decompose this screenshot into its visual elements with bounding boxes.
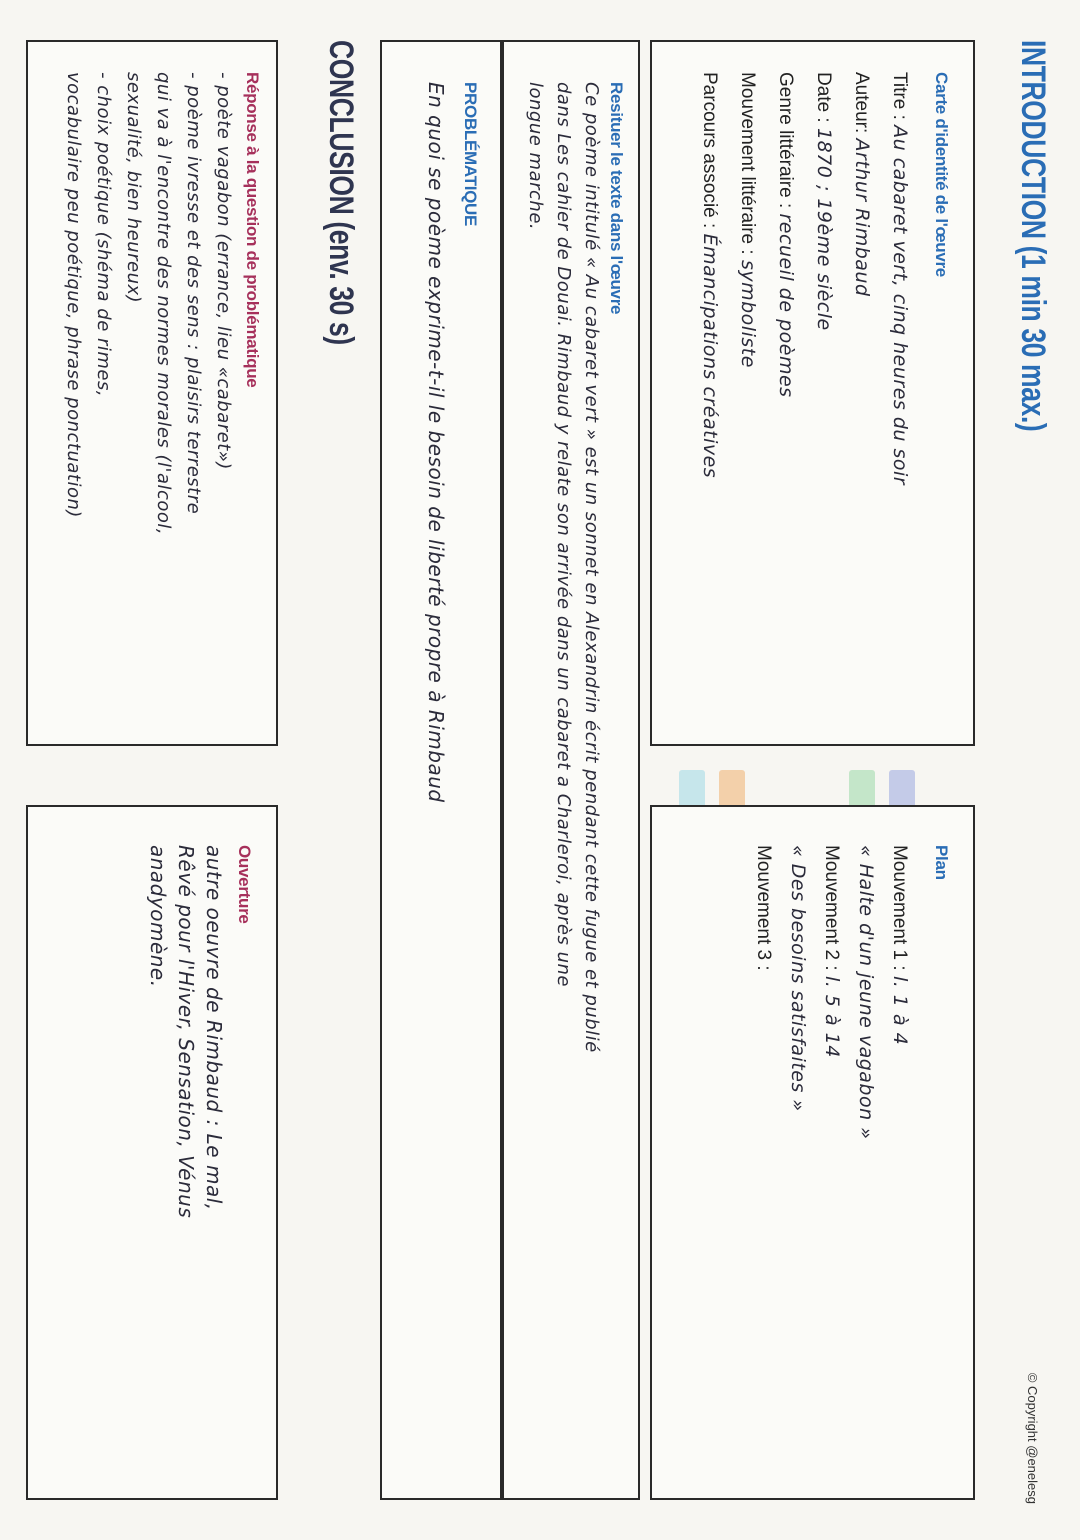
problematique-text: En quoi se poème exprime-t-il le besoin de liberté propre à Rimbaud xyxy=(424,82,448,803)
conclusion-heading: CONCLUSION (env. 30 s) xyxy=(322,40,360,345)
reponse-line: qui va à l'encontre des normes morales (l'alcool, xyxy=(153,72,174,536)
resituer-box xyxy=(502,40,640,1500)
resituer-line: dans Les cahier de Douai. Rimbaud y relate son arrivée dans un cabaret a Charleroi, après une xyxy=(553,82,574,987)
carte-line-label: Auteur: xyxy=(851,72,872,139)
plan-box xyxy=(650,805,975,1500)
reponse-line: - poème ivresse et des sens : plaisirs terrestre xyxy=(183,72,204,515)
plan-line xyxy=(855,845,877,1139)
plan-line xyxy=(787,845,809,1112)
carte-line-label: Date : xyxy=(813,72,834,128)
reponse-box xyxy=(26,40,278,746)
reponse-line: sexualité, bien heureux) xyxy=(123,72,144,304)
ouverture-line: Rêvé pour l'Hiver, Sensation, Vénus xyxy=(174,845,198,1219)
carte-line-value: recueil de poèmes xyxy=(775,213,797,398)
carte-line xyxy=(774,72,797,398)
carte-identite-title: Carte d'identité de l'œuvre xyxy=(932,72,951,277)
reponse-line: - choix poétique (shéma de rimes, xyxy=(93,72,114,398)
problematique-box xyxy=(380,40,502,1500)
plan-line-value: « Halte d'un jeune vagabon » xyxy=(855,845,877,1140)
reponse-title: Réponse à la question de problématique xyxy=(243,72,262,388)
carte-line-value: Émancipations créatives xyxy=(699,233,721,479)
plan-title: Plan xyxy=(932,845,951,880)
resituer-line: Ce poème intitulé « Au cabaret vert » est un sonnet en Alexandrin écrit pendant cette fugue et publié xyxy=(581,82,602,1053)
plan-line-label: Mouvement 1 : xyxy=(889,845,910,976)
carte-line-label: Titre : xyxy=(889,72,910,126)
reponse-line: - poète vagabon (errance, lieu «cabaret») xyxy=(213,72,234,470)
carte-line-label: Parcours associé : xyxy=(699,72,720,234)
carte-line xyxy=(812,72,835,331)
resituer-line: longue marche. xyxy=(525,82,546,231)
plan-line-value: « Des besoins satisfaites » xyxy=(787,845,809,1112)
blue-swatch xyxy=(889,770,915,808)
introduction-heading: INTRODUCTION (1 min 30 max.) xyxy=(1014,40,1052,432)
carte-identite-box xyxy=(650,40,975,746)
orange-swatch xyxy=(719,770,745,808)
cyan-swatch xyxy=(679,770,705,808)
carte-line-value: Arthur Rimbaud xyxy=(851,138,873,297)
plan-line xyxy=(752,845,775,971)
plan-line-value: l. 5 à 14 xyxy=(821,975,843,1058)
ouverture-line: anadyomène. xyxy=(146,845,170,988)
resituer-title: Resituer le texte dans l'œuvre xyxy=(607,82,626,315)
carte-line xyxy=(698,72,721,478)
carte-line-value: symboliste xyxy=(737,259,759,368)
plan-line xyxy=(888,845,911,1045)
carte-line-label: Genre littéraire : xyxy=(775,72,796,214)
problematique-title: PROBLÉMATIQUE xyxy=(461,82,480,227)
carte-line-value: Au cabaret vert, cinq heures du soir xyxy=(889,125,911,486)
reponse-line: vocabulaire peu poétique, phrase ponctuation) xyxy=(63,72,84,518)
ouverture-line: autre oeuvre de Rimbaud : Le mal, xyxy=(202,845,226,1211)
green-swatch xyxy=(849,770,875,808)
carte-line xyxy=(736,72,759,368)
ouverture-box xyxy=(26,805,278,1500)
plan-line-value: l. 1 à 4 xyxy=(889,975,911,1046)
plan-line xyxy=(820,845,843,1058)
carte-line xyxy=(888,72,911,485)
carte-line-label: Mouvement littéraire : xyxy=(737,72,758,260)
ouverture-title: Ouverture xyxy=(235,845,254,924)
plan-line-label: Mouvement 3 : xyxy=(753,845,774,971)
copyright-notice: © Copyright @enelesg xyxy=(1025,1372,1040,1504)
carte-line xyxy=(850,72,873,297)
carte-line-value: 1870 ; 19ème siècle xyxy=(813,127,835,331)
plan-line-label: Mouvement 2 : xyxy=(821,845,842,976)
